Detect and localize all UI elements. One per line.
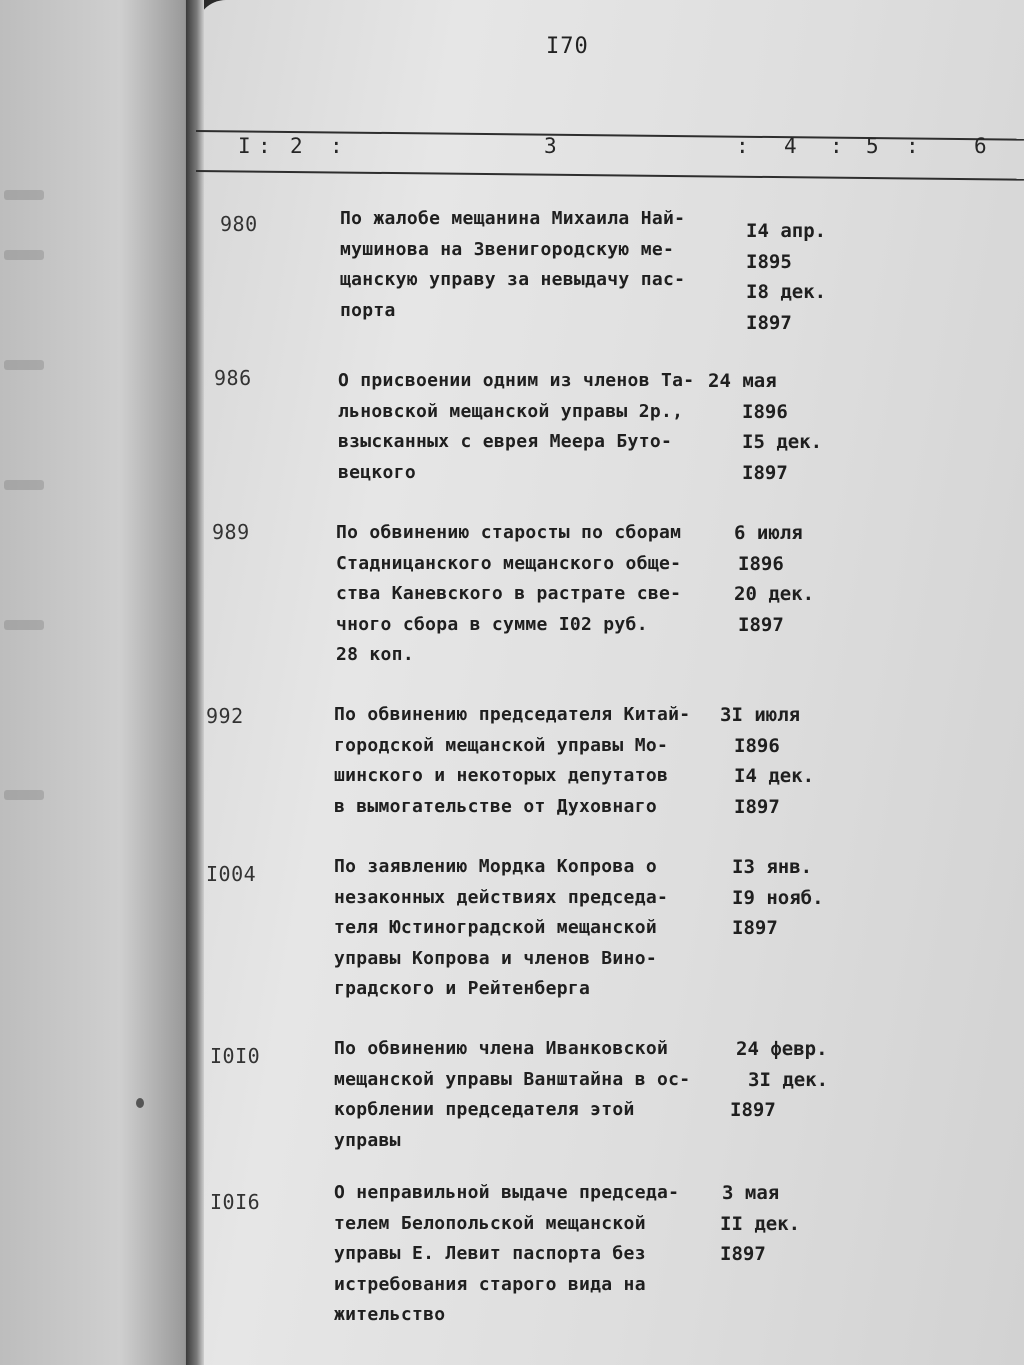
- header-col-3: 3: [544, 134, 557, 158]
- date-line: I896: [742, 400, 788, 423]
- desc-line: 28 коп.: [336, 644, 414, 665]
- desc-line: ства Каневского в растрате све-: [336, 583, 682, 604]
- desc-line: истребования старого вида на: [334, 1273, 646, 1295]
- date-line: 3I июля: [720, 704, 801, 726]
- header-separator: :: [906, 134, 919, 158]
- desc-line: теля Юстиноградской мещанской: [334, 917, 657, 938]
- desc-line: управы Копрова и членов Вино-: [334, 947, 657, 969]
- entry-description: [334, 1034, 734, 1156]
- date-line: I3 янв.: [732, 856, 813, 878]
- bleed-mark: [4, 360, 44, 370]
- entry-dates: [734, 518, 814, 640]
- desc-line: шинского и некоторых депутатов: [334, 765, 669, 786]
- date-line: I897: [746, 311, 792, 334]
- desc-line: чного сбора в сумме I02 руб.: [336, 613, 648, 635]
- date-line: 24 мая: [708, 370, 777, 392]
- bleed-mark: [4, 190, 44, 200]
- entry-number: 992: [206, 704, 244, 728]
- entry-number: I004: [206, 862, 257, 886]
- desc-line: управы: [334, 1129, 401, 1151]
- header-col-4: 4: [784, 134, 797, 158]
- desc-line: телем Белопольской мещанской: [334, 1212, 646, 1234]
- desc-line: жительство: [334, 1304, 446, 1325]
- entry-description: [334, 852, 734, 1005]
- desc-line: По обвинению члена Иванковской: [334, 1038, 669, 1059]
- desc-line: порта: [340, 299, 396, 321]
- entry-dates: [720, 1178, 800, 1270]
- entry-number: 989: [212, 520, 250, 544]
- date-line: I5 дек.: [742, 431, 823, 453]
- desc-line: городской мещанской управы Мо-: [334, 734, 669, 756]
- header-separator: :: [258, 134, 271, 158]
- date-line: I895: [746, 250, 792, 273]
- date-line: I897: [734, 795, 780, 818]
- header-col-5: 5: [866, 134, 879, 158]
- date-line: 6 июля: [734, 522, 803, 544]
- bleed-mark: [4, 620, 44, 630]
- desc-line: По жалобе мещанина Михаила Най-: [340, 208, 686, 229]
- entry-description: [338, 366, 738, 488]
- date-line: 20 дек.: [734, 583, 815, 605]
- desc-line: О присвоении одним из членов Та-: [338, 370, 695, 391]
- bleed-mark: [4, 250, 44, 260]
- date-line: I896: [738, 552, 784, 575]
- desc-line: корблении председателя этой: [334, 1099, 635, 1120]
- desc-line: незаконных действиях председа-: [334, 886, 669, 908]
- facing-page: [0, 0, 200, 1365]
- desc-line: По заявлению Мордка Копрова о: [334, 856, 657, 877]
- desc-line: льновской мещанской управы 2р.,: [338, 400, 684, 422]
- date-line: 24 февр.: [736, 1038, 828, 1060]
- entry-number: I0I0: [210, 1044, 261, 1068]
- desc-line: в вымогательстве от Духовнаго: [334, 795, 657, 817]
- desc-line: взысканных с еврея Меера Буто-: [338, 431, 673, 452]
- entry-number: 980: [220, 212, 258, 236]
- date-line: I4 апр.: [746, 220, 827, 242]
- entry-dates: [720, 700, 814, 822]
- desc-line: щанскую управу за невыдачу пас-: [340, 269, 686, 290]
- entry-dates: [746, 216, 826, 338]
- header-separator: :: [736, 134, 749, 158]
- date-line: I897: [738, 613, 784, 636]
- date-line: I897: [742, 461, 788, 484]
- entry-dates: [726, 1034, 828, 1126]
- book-gutter: [186, 0, 204, 1365]
- date-line: I896: [734, 734, 780, 757]
- binding-hole: [136, 1098, 144, 1108]
- entry-description: [334, 700, 734, 822]
- entry-dates: [732, 852, 824, 944]
- desc-line: управы Е. Левит паспорта без: [334, 1243, 646, 1264]
- desc-line: мушинова на Звенигородскую ме-: [340, 238, 675, 260]
- date-line: I897: [732, 917, 778, 939]
- date-line: I4 дек.: [734, 765, 815, 787]
- date-line: I897: [730, 1099, 776, 1121]
- header-separator: :: [830, 134, 843, 158]
- desc-line: градского и Рейтенберга: [334, 978, 591, 999]
- header-col-2: 2: [290, 134, 303, 158]
- entry-number: 986: [214, 366, 252, 390]
- date-line: II дек.: [720, 1212, 801, 1235]
- header-col-6: 6: [974, 134, 987, 158]
- bleed-mark: [4, 480, 44, 490]
- desc-line: По обвинению старосты по сборам: [336, 522, 682, 543]
- header-col-1: I: [238, 134, 251, 158]
- bleed-mark: [4, 790, 44, 800]
- entry-description: [334, 1178, 734, 1331]
- date-line: I9 нояб.: [732, 886, 824, 909]
- entry-description: [340, 204, 740, 326]
- date-line: 3I дек.: [748, 1068, 829, 1091]
- header-separator: :: [330, 134, 343, 158]
- entry-number: I0I6: [210, 1190, 261, 1214]
- date-line: I8 дек.: [746, 281, 827, 303]
- entry-dates: [708, 366, 822, 488]
- desc-line: По обвинению председателя Китай-: [334, 704, 691, 725]
- desc-line: мещанской управы Ванштайна в ос-: [334, 1068, 691, 1090]
- page-number: I70: [546, 34, 589, 59]
- desc-line: Стадницанского мещанского обще-: [336, 552, 682, 574]
- date-line: 3 мая: [722, 1182, 780, 1204]
- desc-line: вецкого: [338, 461, 416, 483]
- desc-line: О неправильной выдаче председа-: [334, 1182, 680, 1203]
- entry-description: [336, 518, 736, 671]
- date-line: I897: [720, 1243, 766, 1265]
